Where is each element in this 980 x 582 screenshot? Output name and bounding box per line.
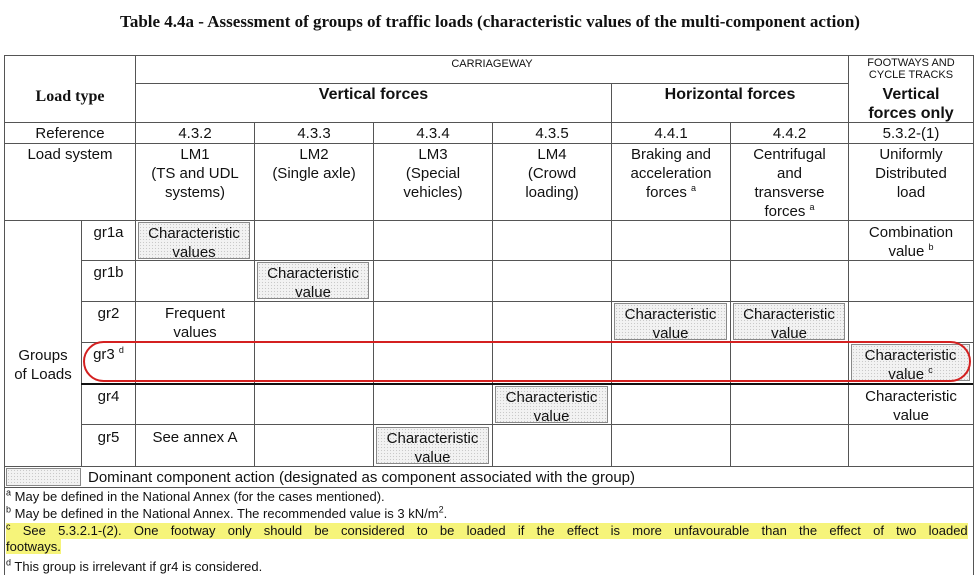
reference-cell: 4.3.3: [297, 125, 331, 142]
dominant-cell: [376, 427, 489, 464]
dominant-cell: [495, 386, 608, 423]
cell-line: Characteristic: [267, 265, 359, 282]
footways-header: [849, 56, 973, 81]
centrifugal-line: transverse: [754, 184, 825, 201]
c-word: the: [799, 523, 818, 538]
c-word: unfavourable: [674, 523, 750, 538]
cell-line: Frequent: [164, 305, 226, 322]
c-word: be: [314, 523, 329, 538]
c-word: two: [896, 523, 917, 538]
footnote-b-end: .: [443, 506, 448, 521]
udl-line: Uniformly: [879, 146, 943, 163]
footnote-b: [6, 506, 447, 521]
footnote-mark: a: [691, 183, 697, 193]
centrifugal-line: forces $^a$: [764, 202, 815, 220]
cell-line: Characteristic: [505, 389, 598, 406]
red-highlight-ellipse: [83, 341, 971, 382]
c-word: 5.3.2.1-(2).: [58, 523, 122, 538]
footnote-c-text2: footways.: [6, 539, 61, 554]
load-system-braking: [612, 144, 730, 202]
load-system-udl: [849, 144, 973, 202]
footnote-a-text: May be defined in the National Annex (for the cases mentioned).: [14, 489, 385, 504]
cell-line: Characteristic: [624, 306, 717, 323]
footnote-mark: c: [928, 365, 933, 375]
reference-cell: 4.3.5: [535, 125, 569, 142]
table-title: Table 4.4a - Assessment of groups of traffic loads (characteristic values of the multi-component action): [120, 12, 860, 31]
load-system-centrifugal: [731, 144, 848, 221]
vertical-only-line1: Vertical: [882, 86, 940, 103]
legend-swatch: [6, 468, 81, 486]
c-word: is: [610, 523, 621, 538]
footnote-mark: d: [6, 557, 12, 568]
gr3-text: gr3: [93, 346, 115, 363]
lm1-line: LM1: [180, 146, 210, 163]
centrifugal-line: and: [776, 165, 803, 182]
footnote-c: [6, 523, 968, 555]
footnote-b-text: May be defined in the National Annex. The recommended value is 3 kN/m: [14, 506, 439, 521]
cell-line: Combination: [868, 224, 954, 241]
cell-line: value: [652, 325, 689, 342]
dominant-cell: [257, 262, 369, 299]
group-cell: See annex A: [152, 429, 238, 446]
centrifugal-line: Centrifugal: [753, 146, 826, 163]
udl-line: Distributed: [875, 165, 947, 182]
dominant-cell: [733, 303, 845, 340]
load-type-header: Load type: [35, 88, 105, 105]
load-system-lm4: [493, 144, 611, 202]
cell-line: value: [771, 325, 807, 342]
footnote-d: [6, 559, 262, 574]
c-word: if: [517, 523, 525, 538]
c-word: See: [22, 523, 46, 538]
groups-line1: Groups: [18, 347, 68, 364]
c-word: the: [536, 523, 555, 538]
cell-line: value: [893, 407, 929, 424]
cell-line: Characteristic: [865, 388, 957, 405]
lm4-line: (Crowd: [527, 165, 577, 182]
braking-line: Braking and: [630, 146, 712, 163]
footnote-mark: b: [928, 242, 934, 252]
c-word: loaded: [466, 523, 506, 538]
c-word: footway: [170, 523, 216, 538]
group-label-gr1b: gr1b: [93, 264, 124, 281]
c-word: One: [133, 523, 159, 538]
footnote-b-exponent: 2: [438, 504, 444, 515]
c-word: effect: [566, 523, 599, 538]
reference-cell: 4.3.2: [178, 125, 212, 142]
cell-line: Characteristic: [386, 430, 479, 447]
lm3-line: vehicles): [403, 184, 463, 201]
vertical-only-header: [849, 84, 973, 123]
cell-line: values: [173, 324, 217, 341]
legend-text: Dominant component action (designated as component associated with the group): [88, 469, 635, 486]
groups-line2: of Loads: [14, 366, 72, 383]
groups-of-loads-label: [5, 345, 81, 384]
braking-line: forces $^a$: [645, 183, 697, 201]
load-system-lm3: [374, 144, 492, 202]
footnote-mark: b: [6, 504, 12, 515]
cell-line: value: [295, 284, 331, 301]
load-system-lm2: [255, 144, 373, 183]
footways-line2: CYCLE TRACKS: [868, 69, 954, 81]
reference-label: Reference: [35, 125, 105, 142]
cell-line: value $^b$: [888, 242, 934, 260]
reference-cell: 5.3.2-(1): [882, 125, 940, 142]
group-cell: [136, 303, 254, 342]
vertical-forces-header: Vertical forces: [318, 86, 429, 103]
horizontal-forces-header: Horizontal forces: [664, 86, 796, 103]
udl-line: load: [896, 184, 926, 201]
cell-line: value $^c$: [888, 365, 933, 383]
group-label-gr2: gr2: [97, 305, 120, 322]
cell-line: value: [414, 449, 451, 466]
footnote-mark: c: [6, 521, 11, 532]
footnote-a: [6, 489, 385, 504]
footnote-c-line2: [6, 539, 968, 555]
group-cell: [849, 222, 973, 261]
lm3-line: LM3: [418, 146, 448, 163]
c-word: loaded: [928, 523, 968, 538]
footways-line1: FOOTWAYS AND: [867, 57, 955, 69]
carriageway-header: CARRIAGEWAY: [451, 58, 533, 70]
load-system-label: Load system: [27, 146, 113, 163]
reference-cell: 4.4.2: [772, 125, 807, 142]
c-word: only: [227, 523, 252, 538]
lm2-line: (Single axle): [272, 165, 356, 182]
c-word: than: [761, 523, 787, 538]
footnote-mark: a: [809, 202, 815, 212]
footnote-mark: a: [6, 487, 12, 498]
footnote-mark: d: [118, 345, 124, 355]
dominant-cell: [138, 222, 250, 259]
c-word: considered: [341, 523, 405, 538]
cell-line: Characteristic: [743, 306, 835, 323]
lm4-line: loading): [525, 184, 579, 201]
c-word: more: [632, 523, 662, 538]
cell-line: Characteristic: [864, 347, 957, 364]
reference-cell: 4.3.4: [416, 125, 450, 142]
c-word: of: [873, 523, 884, 538]
cell-line: Characteristic: [148, 225, 240, 242]
braking-line: acceleration: [630, 165, 712, 182]
vertical-only-line2: forces only: [868, 105, 954, 122]
c-word: should: [263, 523, 303, 538]
load-system-lm1: [136, 144, 254, 202]
group-label-gr5: gr5: [97, 429, 120, 446]
lm3-line: (Special: [405, 165, 461, 182]
c-word: effect: [829, 523, 861, 538]
lm1-line: (TS and UDL: [151, 165, 239, 182]
group-label-gr4: gr4: [97, 388, 120, 405]
c-word: be: [439, 523, 455, 538]
footnote-c-line1: [6, 523, 968, 539]
reference-cell: 4.4.1: [654, 125, 688, 142]
lm4-line: LM4: [537, 146, 567, 163]
lm1-line: systems): [165, 184, 225, 201]
group-cell: [849, 386, 973, 425]
cell-line: value: [533, 408, 570, 425]
footnote-d-text: This group is irrelevant if gr4 is considered.: [14, 559, 263, 574]
c-word: to: [416, 523, 428, 538]
group-label-gr1a: gr1a: [93, 224, 124, 241]
cell-line: values: [172, 244, 216, 261]
lm2-line: LM2: [299, 146, 329, 163]
dominant-cell: [614, 303, 727, 340]
